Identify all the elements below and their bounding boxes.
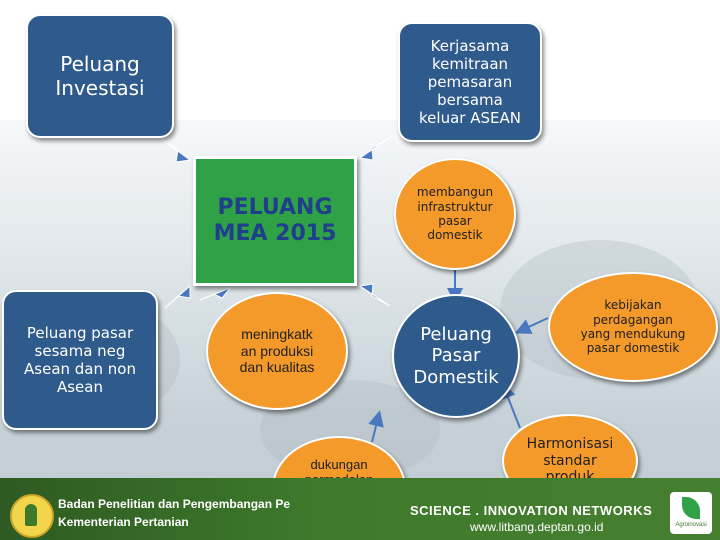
agroinovasi-label: Agroinovasi (675, 522, 707, 528)
node-produksi (206, 292, 348, 410)
arrow-produksi (200, 288, 230, 300)
arrow-kerjasama (360, 136, 392, 160)
line-kebijakan (522, 318, 548, 330)
footer-url: www.litbang.deptan.go.id (470, 520, 604, 534)
footer-org-line1: Badan Penelitian dan Pengembangan Pe (58, 497, 291, 511)
footer-tagline: SCIENCE . INNOVATION NETWORKS (410, 503, 653, 518)
footer-org-line2: Kementerian Pertanian (58, 515, 189, 529)
node-pasar-asean (2, 290, 158, 430)
node-pasar-domestik (392, 294, 520, 418)
arrow-pasar-asean (165, 286, 190, 308)
node-kebijakan-label: kebijakan perdagangan yang mendukung pasar domestik (580, 298, 686, 356)
center-peluang-mea (193, 156, 357, 286)
node-dukungan-label: dukungan (310, 456, 368, 472)
node-peluang-investasi (26, 14, 174, 138)
node-harmonisasi-label: Harmonisasi standar (526, 435, 614, 469)
node-infrastruktur (394, 158, 516, 270)
arrow-pasar-domestik (360, 284, 390, 306)
center-title: PELUANG MEA 2015 (213, 194, 337, 246)
node-pasar-asean-label: Peluang pasar sesama neg Asean dan non Asean (24, 324, 136, 396)
node-peluang-investasi-label: Peluang Investasi (55, 52, 145, 100)
arrow-investasi (160, 138, 190, 162)
node-pasar-domestik-label: Peluang Pasar Domestik (413, 323, 499, 388)
agroinovasi-logo (670, 492, 712, 534)
node-infrastruktur-label: membangun infrastruktur pasar domestik (416, 185, 494, 243)
node-kerjasama-label: Kerjasama kemitraan pemasaran bersama keluar ASEAN (419, 37, 521, 127)
node-kebijakan (548, 272, 718, 382)
node-kerjasama (398, 22, 542, 142)
ministry-logo-icon (10, 494, 54, 538)
line-dukungan (372, 418, 378, 442)
leaf-icon (682, 497, 700, 519)
node-produksi-label: meningkatk an produksi dan kualitas (239, 325, 315, 376)
line-harmonisasi (505, 390, 520, 428)
